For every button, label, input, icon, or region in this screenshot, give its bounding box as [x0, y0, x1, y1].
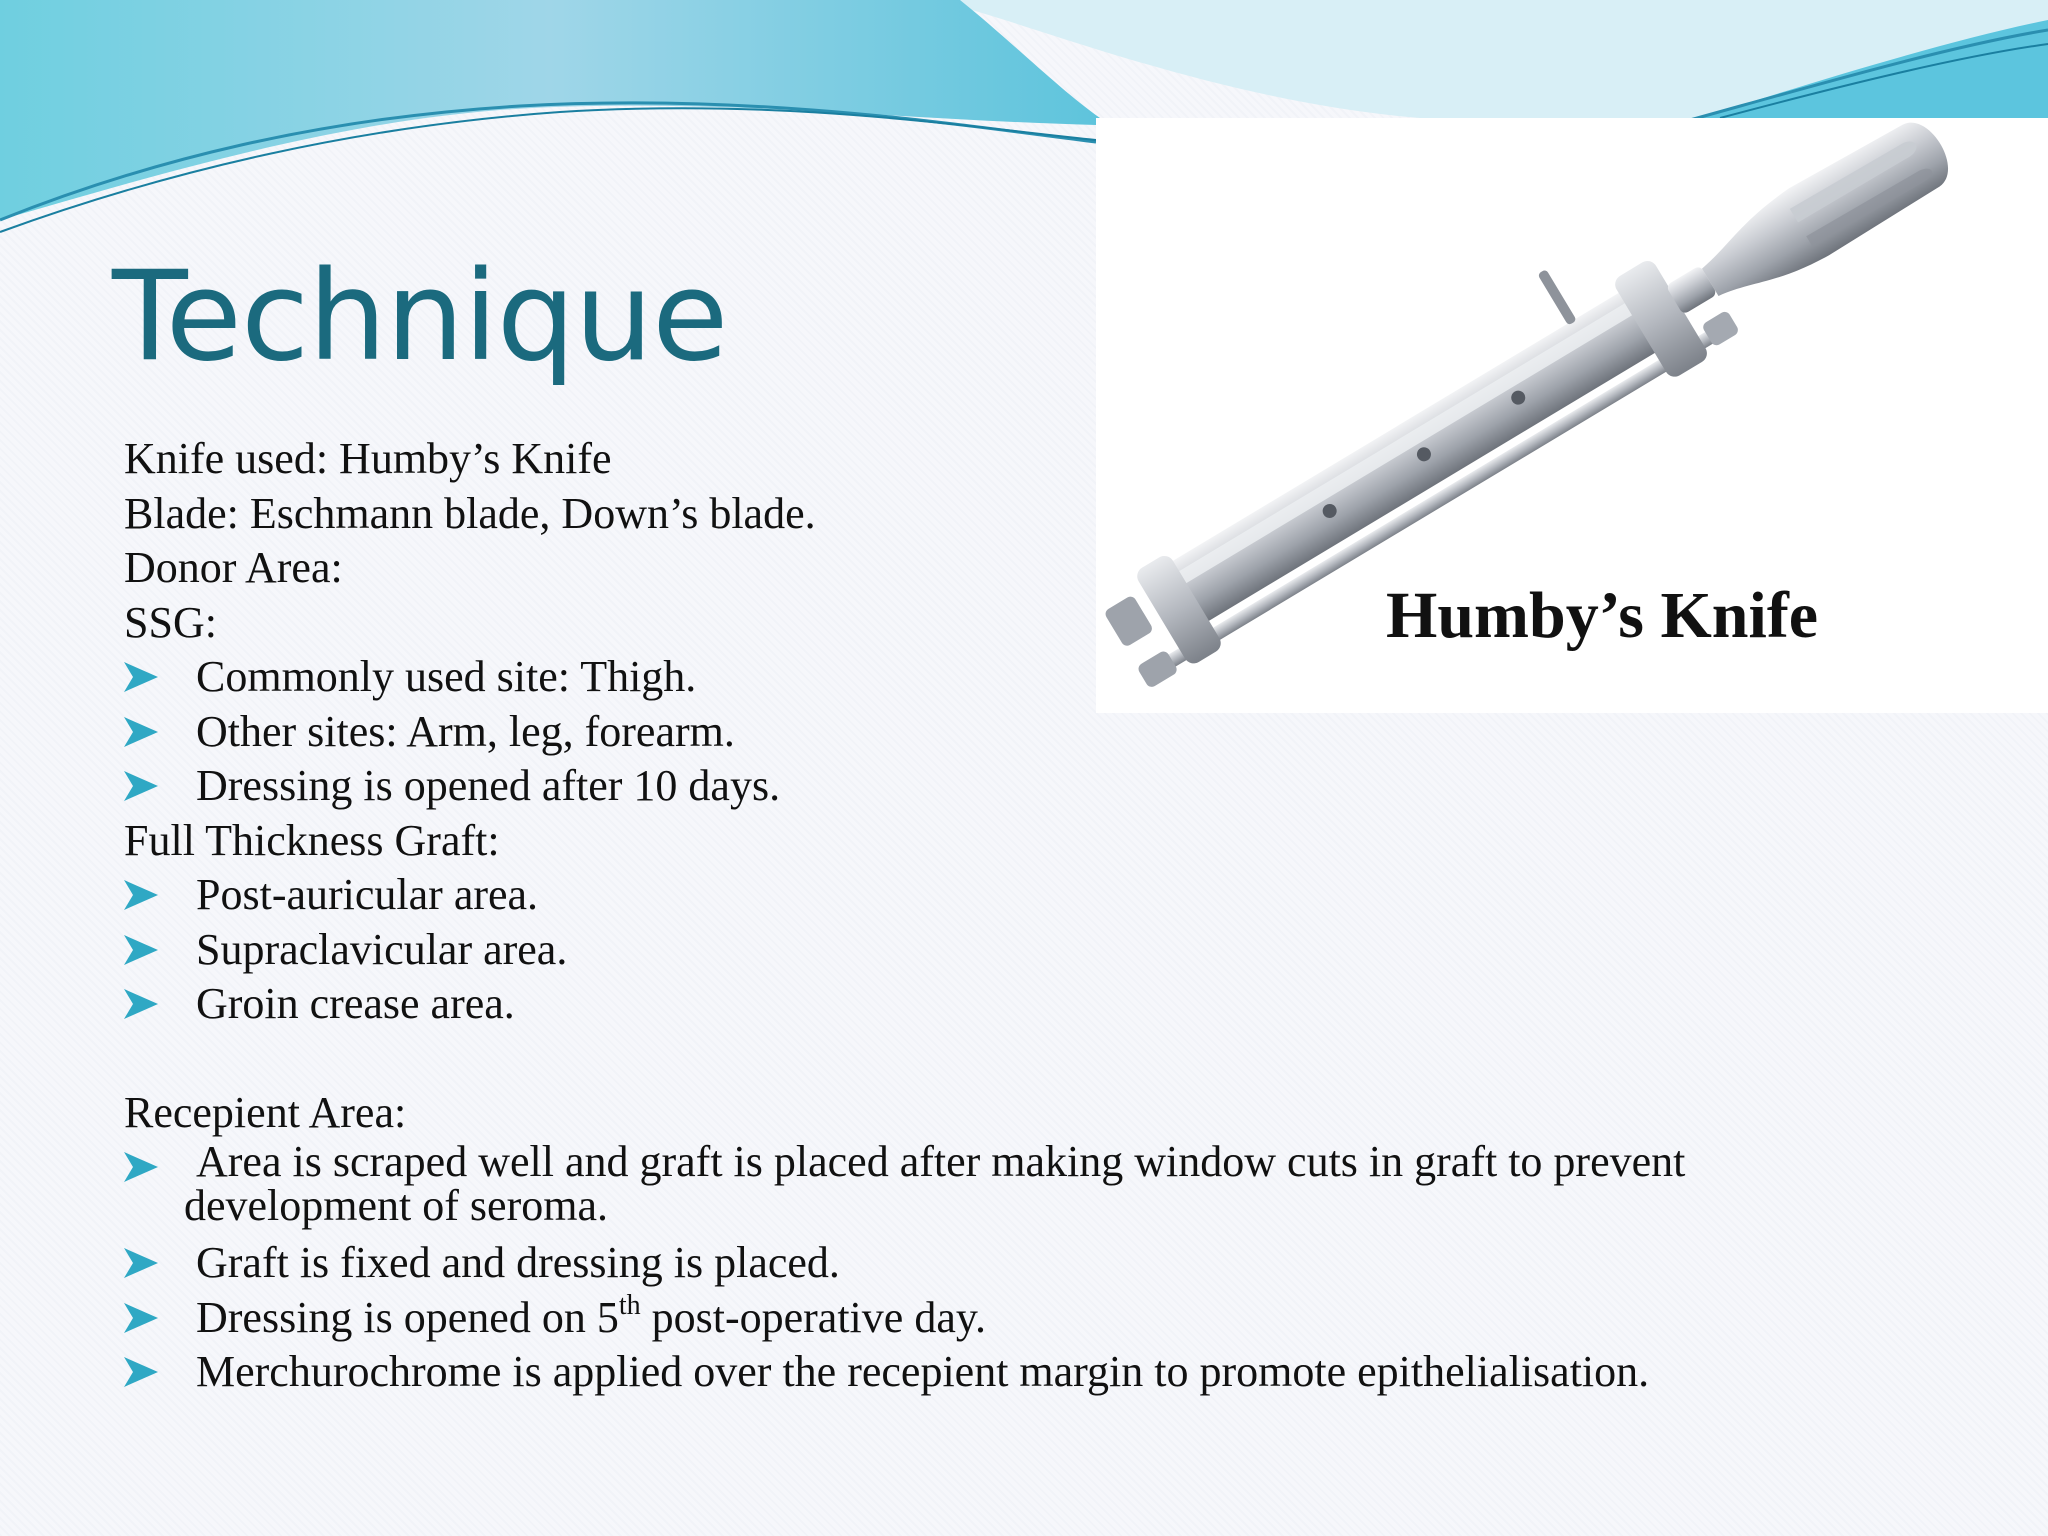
- ssg-bullet-item: [124, 759, 1964, 814]
- arrow-bullet-icon: [124, 662, 158, 692]
- arrow-bullet-icon: [124, 1357, 158, 1387]
- ftg-bullet-item: [124, 977, 1964, 1032]
- arrow-bullet-icon: [124, 989, 158, 1019]
- ftg-bullet-item: [124, 923, 1964, 978]
- recipient-area-heading: Recepient Area:: [124, 1087, 407, 1137]
- ftg-bullet-item: [124, 868, 1964, 923]
- bullet-text: Post-auricular area.: [196, 870, 539, 919]
- recipient-bullet-item: [124, 1345, 1964, 1400]
- bullet-text: Dressing is opened after 10 days.: [196, 761, 781, 810]
- recipient-bullet-item: [124, 1137, 1964, 1230]
- bullet-text-continuation: development of seroma.: [184, 1181, 608, 1230]
- slide-body: [124, 432, 1964, 1400]
- bullet-text: Commonly used site: Thigh.: [196, 652, 697, 701]
- arrow-bullet-icon: [124, 1248, 158, 1278]
- bullet-text: post-operative day.: [640, 1292, 986, 1342]
- ssg-heading: SSG:: [124, 597, 217, 647]
- knife-image-caption: Humby’s Knife: [1386, 579, 1819, 652]
- arrow-bullet-icon: [124, 880, 158, 910]
- bullet-text: Supraclavicular area.: [196, 924, 568, 974]
- recipient-bullet-item: [124, 1236, 1964, 1291]
- ssg-bullet-item: [124, 650, 1964, 705]
- bullet-text: Groin crease area.: [196, 979, 515, 1028]
- arrow-bullet-icon: [124, 771, 158, 801]
- arrow-bullet-icon: [124, 717, 158, 747]
- bullet-text: Other sites: Arm, leg, forearm.: [196, 706, 735, 756]
- arrow-bullet-icon: [124, 1303, 158, 1333]
- ssg-bullet-item: [124, 705, 1964, 760]
- knife-used-line: Knife used: Humby’s Knife: [124, 434, 612, 483]
- bullet-text: Area is scraped well and graft is placed after making window cuts in graft to prevent: [196, 1137, 1686, 1186]
- spacer: [124, 1032, 1964, 1086]
- full-thickness-heading: Full Thickness Graft:: [124, 815, 500, 865]
- slide-title: Technique: [112, 245, 728, 389]
- donor-area-heading: Donor Area:: [124, 543, 343, 592]
- recipient-bullet-item: [124, 1291, 1964, 1346]
- blade-line: Blade: Eschmann blade, Down’s blade.: [124, 488, 816, 538]
- bullet-text: Merchurochrome is applied over the recepient margin to promote epithelialisation.: [196, 1347, 1650, 1396]
- arrow-bullet-icon: [124, 1152, 158, 1182]
- arrow-bullet-icon: [124, 935, 158, 965]
- bullet-text: Graft is fixed and dressing is placed.: [196, 1238, 840, 1287]
- superscript-ordinal: th: [618, 1289, 641, 1321]
- bullet-text: Dressing is opened on 5: [196, 1292, 619, 1342]
